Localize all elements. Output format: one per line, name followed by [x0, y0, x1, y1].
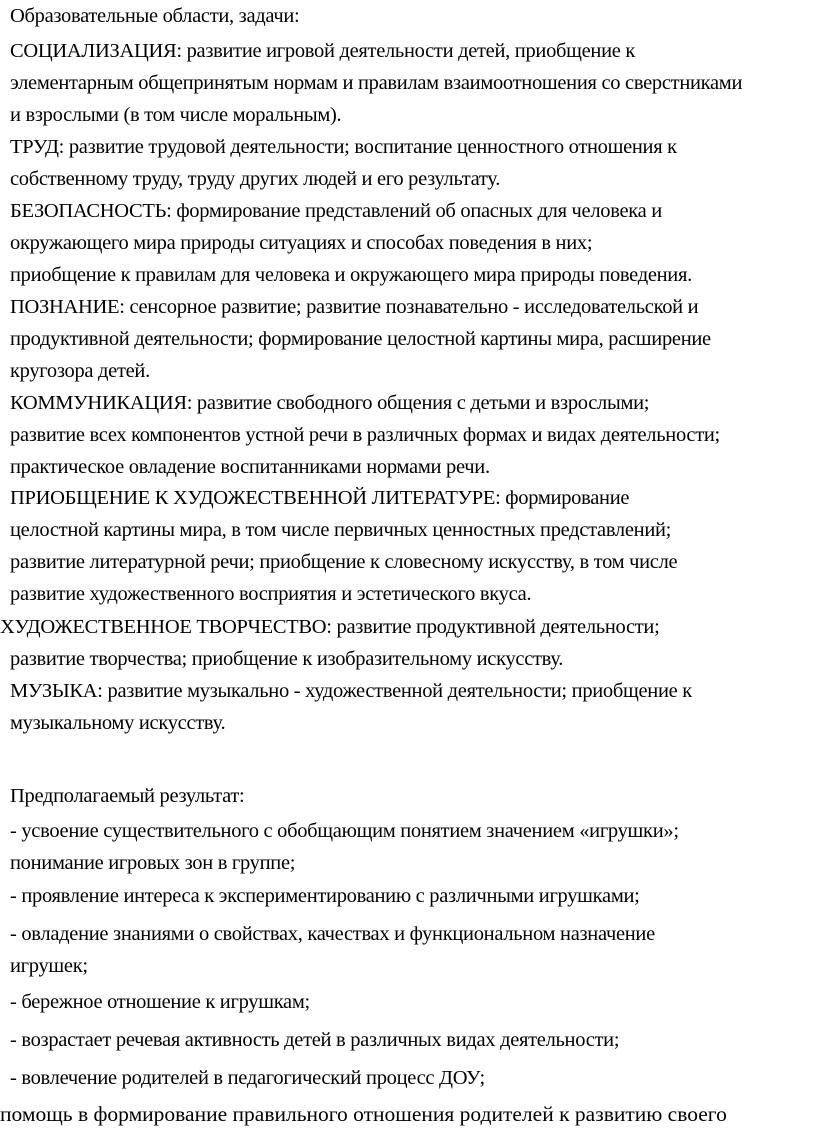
- result-item: [10, 1024, 810, 1056]
- area-line: кругозора детей.: [10, 360, 150, 382]
- area-art: [0, 611, 800, 675]
- result-line: - проявление интереса к экспериментированию с различными игрушками;: [10, 885, 640, 907]
- area-line: ПРИОБЩЕНИЕ К ХУДОЖЕСТВЕННОЙ ЛИТЕРАТУРЕ: формирование: [10, 487, 630, 509]
- area-line: приобщение к правилам для человека и окружающего мира природы поведения.: [10, 264, 692, 286]
- result-item: [10, 1062, 810, 1094]
- result-line: игрушек;: [10, 955, 88, 977]
- area-line: развитие литературной речи; приобщение к словесному искусству, в том числе: [10, 551, 678, 573]
- areas-title-text: Образовательные области, задачи:: [10, 5, 300, 27]
- area-line: элементарным общепринятым нормам и правилам взаимоотношения со сверстниками: [10, 72, 743, 94]
- result-line: - возрастает речевая активность детей в различных видах деятельности;: [10, 1029, 620, 1051]
- area-line: ХУДОЖЕСТВЕННОЕ ТВОРЧЕСТВО: развитие продуктивной деятельности;: [0, 616, 660, 638]
- result-line: - бережное отношение к игрушкам;: [10, 991, 310, 1013]
- area-line: целостной картины мира, в том числе первичных ценностных представлений;: [10, 519, 672, 541]
- result-line: - вовлечение родителей в педагогический процесс ДОУ;: [10, 1067, 485, 1089]
- area-line: собственному труду, труду других людей и его результату.: [10, 168, 501, 190]
- area-line: и взрослыми (в том числе моральным).: [10, 104, 342, 126]
- result-item: [10, 918, 810, 982]
- area-socialization: [10, 35, 810, 131]
- area-literature: [10, 482, 810, 610]
- area-line: СОЦИАЛИЗАЦИЯ: развитие игровой деятельности детей, приобщение к: [10, 40, 636, 62]
- area-labor: [10, 131, 810, 195]
- result-continuation-line: помощь в формирование правильного отношения родителей к развитию своего: [0, 1102, 727, 1126]
- area-line: окружающего мира природы ситуациях и способах поведения в них;: [10, 232, 593, 254]
- area-line: развитие творчества; приобщение к изобразительному искусству.: [10, 648, 564, 670]
- area-line: развитие художественного восприятия и эстетического вкуса.: [10, 583, 532, 605]
- results-title-text: Предполагаемый результат:: [10, 785, 245, 807]
- area-line: МУЗЫКА: развитие музыкально - художественной деятельности; приобщение к: [10, 680, 692, 702]
- areas-title: [10, 0, 810, 32]
- result-line: - усвоение существительного с обобщающим понятием значением «игрушки»;: [10, 820, 679, 842]
- area-communication: [10, 387, 810, 483]
- area-line: КОММУНИКАЦИЯ: развитие свободного общения с детьми и взрослыми;: [10, 392, 650, 414]
- area-music: [10, 675, 810, 739]
- result-item: [10, 880, 810, 912]
- area-line: ПОЗНАНИЕ: сенсорное развитие; развитие познавательно - исследовательской и: [10, 296, 699, 318]
- area-line: музыкальному искусству.: [10, 712, 226, 734]
- area-line: практическое овладение воспитанниками нормами речи.: [10, 456, 490, 478]
- area-safety: [10, 195, 810, 291]
- results-title: [10, 780, 810, 812]
- area-line: ТРУД: развитие трудовой деятельности; воспитание ценностного отношения к: [10, 136, 677, 158]
- area-line: развитие всех компонентов устной речи в различных формах и видах деятельности;: [10, 424, 720, 446]
- area-line: БЕЗОПАСНОСТЬ: формирование представлений об опасных для человека и: [10, 200, 662, 222]
- result-item: [10, 815, 810, 879]
- area-line: продуктивной деятельности; формирование целостной картины мира, расширение: [10, 328, 711, 350]
- result-line: понимание игровых зон в группе;: [10, 852, 296, 874]
- result-line: - овладение знаниями о свойствах, качествах и функциональном назначение: [10, 923, 655, 945]
- result-item: [10, 986, 810, 1018]
- area-cognition: [10, 291, 810, 387]
